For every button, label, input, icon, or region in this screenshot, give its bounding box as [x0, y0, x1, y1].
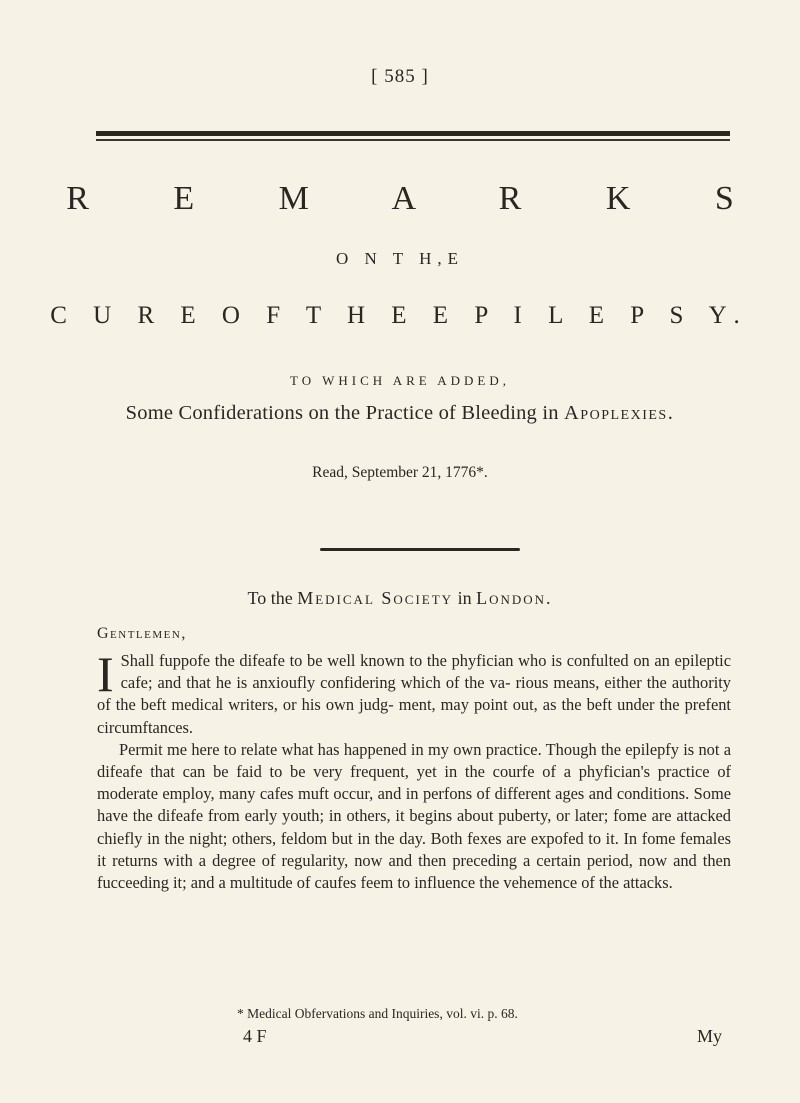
footnote: * Medical Obfervations and Inquiries, vol. vi. p. 68. [237, 1006, 518, 1021]
address-line [0, 588, 800, 609]
catchword: My [697, 1026, 723, 1046]
top-rule-thin [96, 139, 730, 141]
salutation: Gentlemen, [97, 625, 187, 642]
page-number: [ 585 ] [371, 66, 429, 87]
to-the-text: To the [247, 588, 293, 608]
body-text [97, 646, 731, 894]
paragraph-1-text: Shall fuppofe the difeafe to be well known to the phyfician who is confulted on an epileptic cafe; and that he is anxioufly confidering which of the va- rious means, either the authority of the beft medical writers, or his own judg- ment, may point out, as the beft under the prefent circumftances. [97, 651, 731, 737]
paragraph-2: Permit me here to relate what has happened in my own practice. Though the epilepfy is not a difeafe that can be faid to be very frequent, yet in the courfe of a phyfician's practice of moderate employ, many cafes muft occur, and in perfons of different ages and conditions. Some have the difeafe from early youth; in others, it begins about puberty, or later; fome are attacked chiefly in the night; others, feldom but in the day. Both fexes are expofed to it. In fome females it returns with a degree of regularity, now and then preceding a certain period, now and then fucceeding it; and a multitude of caufes feem to influence the vehemence of the attacks. [97, 739, 731, 893]
signature-mark: 4 F [243, 1026, 267, 1046]
paragraph-1 [97, 646, 731, 739]
society-text: Medical Society [297, 588, 454, 608]
top-rule-thick [96, 131, 730, 136]
subheading-considerations [0, 402, 800, 425]
drop-cap: I [97, 646, 114, 702]
heading-remarks: R E M A R K S [66, 180, 772, 217]
heading-on-the: O N T H,E [336, 249, 464, 268]
considerations-text: Some Confiderations on the Practice of Bleeding in [125, 402, 559, 424]
read-date: Read, September 21, 1776*. [312, 464, 488, 481]
london-text: London. [476, 588, 553, 608]
heading-cure-epilepsy: C U R E O F T H E E P I L E P S Y. [50, 302, 750, 329]
subheading-to-which: TO WHICH ARE ADDED, [290, 373, 510, 388]
middle-rule [320, 548, 520, 551]
in-text: in [457, 588, 472, 608]
apoplexies-text: Apoplexies. [564, 402, 675, 424]
